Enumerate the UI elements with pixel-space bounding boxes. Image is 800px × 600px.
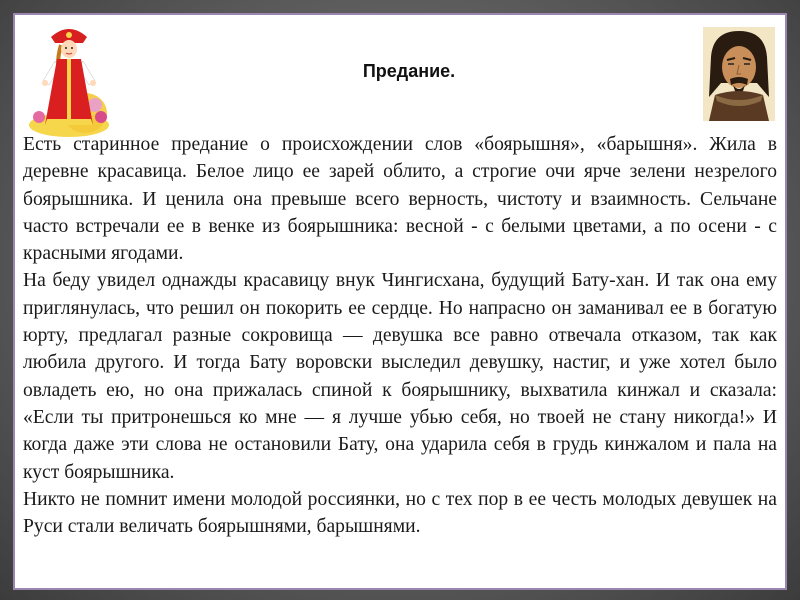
- slide: [13, 13, 787, 590]
- mongol-warrior-portrait: [703, 27, 775, 121]
- paragraph-1: Есть старинное предание о происхождении слов «боярышня», «барышня». Жила в деревне красавица. Белое лицо ее зарей облито, а строгие очи ярче зелени незрелого боярышника. И ценила она превыше всего верность, чистоту и взаимность. Сельчане часто встречали ее в венке из боярышника: весной - с белыми цветами, а по осени - с красными ягодами.: [23, 134, 777, 265]
- story-text: [23, 131, 777, 540]
- paragraph-3: Никто не помнит имени молодой россиянки, но с тех пор в ее честь молодых девушек на Руси стали величать боярышнями, барышнями.: [23, 488, 777, 538]
- paragraph-2: На беду увидел однажды красавицу внук Чингисхана, будущий Бату-хан. И так она ему приглянулась, что решил он покорить ее сердце. Но напрасно он заманивал ее в богатую юрту, предлагал разные сокровища — девушка все равно отвечала отказом, так как любила другого. И тогда Бату воровски выследил девушку, настиг, и уже хотел было овладеть ею, но она прижалась спиной к боярышнику, выхватила кинжал и сказала: «Если ты притронешься ко мне — я лучше убью себя, но твоей не стану никогда!» И когда даже эти слова не остановили Бату, она ударила себя в грудь кинжалом и пала на куст боярышника.: [23, 270, 777, 483]
- page-title: Предание.: [362, 61, 456, 81]
